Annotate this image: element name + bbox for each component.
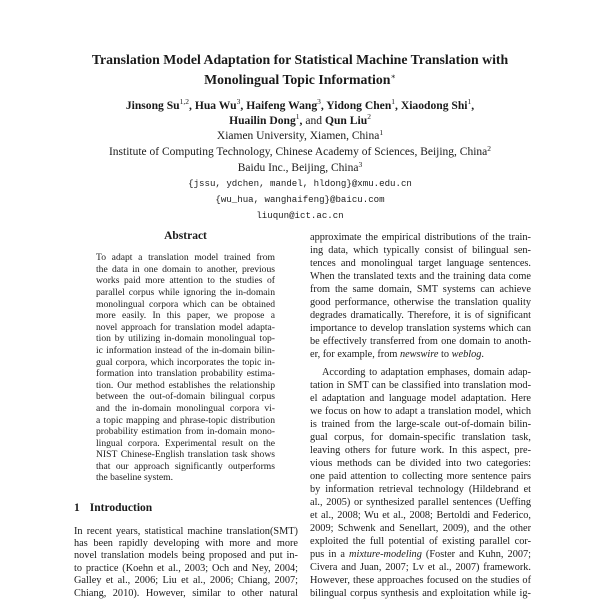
affiliation-marker: 1 xyxy=(295,112,300,121)
email-address: liuqun@ict.ac.cn xyxy=(256,210,344,221)
author-separator: , xyxy=(240,98,244,112)
abstract-line: gual corpora, which incorporates the topic in- xyxy=(96,356,275,368)
body-text-line: from the same domain, SMT systems can achieve xyxy=(310,283,531,295)
text-segment: er, for example, from xyxy=(310,348,400,360)
section-title: Introduction xyxy=(89,502,153,514)
author xyxy=(126,99,192,112)
affiliation-text: Institute of Computing Technology, Chinese Academy of Sciences, Beijing, China xyxy=(108,146,488,158)
affiliation-marker: 1 xyxy=(467,97,472,106)
body-column-right xyxy=(310,231,531,600)
paragraph xyxy=(310,366,531,600)
author xyxy=(401,99,474,112)
title-line: Translation Model Adaptation for Statistical Machine Translation with xyxy=(91,52,509,67)
affiliation-block xyxy=(0,128,600,224)
author xyxy=(246,99,324,112)
abstract-line: a topic mapping and phrase-topic distribution xyxy=(96,414,275,426)
affiliation-marker: 2 xyxy=(367,112,371,121)
abstract-line: lingual corpora. Experimental result on the xyxy=(96,437,275,449)
abstract-line: between the out-of-domain bilingual corpus xyxy=(96,391,275,403)
author-conjunction: and xyxy=(305,113,323,127)
abstract-line: probability estimation from in-domain mono- xyxy=(96,426,275,438)
emphasized-term: newswire xyxy=(399,348,439,360)
paper-title xyxy=(0,50,600,90)
abstract-line: NIST Chinese-English translation task shows xyxy=(96,449,275,461)
body-text-line xyxy=(310,348,531,361)
abstract-line: works paid more attention to the studies of xyxy=(96,275,275,287)
body-text-line: Civera and Juan, 2007; Lv et al., 2007) framework. xyxy=(310,561,531,573)
text-segment: pus in a xyxy=(310,548,350,560)
body-text-line: Chiang, 2010). However, similar to other natural xyxy=(74,587,298,599)
body-text-line: good performance, otherwise the translation quality xyxy=(310,296,531,308)
body-text-line: to practice (Koehn et al., 2003; Och and Ney, 2004; xyxy=(74,562,298,574)
abstract-line: parallel corpus while ignoring the in-domain xyxy=(96,286,275,298)
affiliation-marker: 1,2 xyxy=(179,97,190,106)
author-name: Qun Liu xyxy=(324,113,368,127)
abstract-line: tion. Our method establishes the relationship xyxy=(96,379,275,391)
author-name: Yidong Chen xyxy=(326,98,392,112)
abstract-line: the data in one domain to another, previous xyxy=(96,263,275,275)
body-text-line: be effectively transferred from one domain to anoth- xyxy=(310,335,531,347)
affiliation-marker: 2 xyxy=(487,144,492,153)
author-separator: , xyxy=(395,98,398,112)
body-text-line: bilingual corpus synthesis and exploitation while ig- xyxy=(310,587,531,599)
author-name: Huailin Dong xyxy=(229,113,296,127)
body-text-line: importance to develop translation systems which can xyxy=(310,322,531,334)
body-text-line: el adaptation and language model adaptation. Here xyxy=(310,392,531,404)
body-text-line: al., 2005) or synthesized parallel sentences (Ueffing xyxy=(310,496,531,508)
abstract-line: formation into translation probability estima- xyxy=(96,368,275,380)
abstract-line: ic information instead of the in-domain bilin- xyxy=(96,344,275,356)
title-footnote-marker: ∗ xyxy=(390,72,396,81)
abstract-line: and the in-domain monolingual corpora vi- xyxy=(96,402,275,414)
body-text-line: In recent years, statistical machine translation(SMT) xyxy=(74,525,298,537)
title-text: Monolingual Topic Information xyxy=(204,72,391,87)
body-text-line: by information retrieval technology (Hildebrand et xyxy=(310,483,531,495)
affiliation-marker: 1 xyxy=(391,97,396,106)
body-text-line: degrades dramatically. Therefore, it is of significant xyxy=(310,309,531,321)
author-name: Jinsong Su xyxy=(125,98,180,112)
body-text-line: According to adaptation emphases, domain adap- xyxy=(322,366,531,378)
affiliation-text: Xiamen University, Xiamen, China xyxy=(216,130,380,142)
abstract-line: the baseline system. xyxy=(96,472,173,484)
body-text-line: 2009; Schwenk and Senellart, 2009), and the other xyxy=(310,522,531,534)
affiliation xyxy=(0,128,600,144)
author-name: Hua Wu xyxy=(194,98,237,112)
text-segment: to xyxy=(438,348,452,360)
body-text-line: leaving others for future work. In this aspect, pre- xyxy=(310,444,531,456)
body-text-line: tences and monolingual target language sentences. xyxy=(310,257,531,269)
body-text-line xyxy=(310,548,531,561)
affiliation xyxy=(0,144,600,160)
abstract-body xyxy=(96,252,275,484)
abstract-line: more easily. In this paper, we propose a xyxy=(96,310,275,322)
affiliation-marker: 3 xyxy=(236,97,241,106)
author xyxy=(326,99,398,112)
body-text-line: tation in SMT can be classified into translation mod- xyxy=(310,379,531,391)
author-separator: , xyxy=(320,98,324,112)
affiliation-marker: 3 xyxy=(358,160,363,169)
body-text-line: gual corpus, for domain-specific translation task, xyxy=(310,431,531,443)
author-separator: , xyxy=(471,98,475,112)
body-text-line: exploited the full potential of existing parallel cor- xyxy=(310,535,531,547)
abstract-line: monolingual corpora which can be obtained xyxy=(96,298,275,310)
body-text-line: has been rapidly developing with more and more xyxy=(74,537,298,549)
author xyxy=(195,99,243,112)
emphasized-term: mixture-modeling xyxy=(349,548,422,560)
body-text-line: et al., 2008; Wu et al., 2008; Bertoldi and Federico, xyxy=(310,509,531,521)
author-separator: , xyxy=(189,98,192,112)
body-text-line: ing data, which typically consist of bilingual sen- xyxy=(310,244,531,256)
email-address: {jssu, ydchen, mandel, hldong}@xmu.edu.cn xyxy=(188,178,412,189)
section-heading xyxy=(74,501,152,515)
affiliation-text: Baidu Inc., Beijing, China xyxy=(237,162,359,174)
body-text-line: novel translation models being proposed and put in- xyxy=(74,550,298,562)
body-text-line: we focus on how to adapt a translation model, which xyxy=(310,405,531,417)
emphasized-term: weblog xyxy=(451,348,482,360)
author-line xyxy=(0,98,600,113)
abstract-heading: Abstract xyxy=(164,230,207,242)
body-text-line: one paid attention to collecting more sentence pairs xyxy=(310,470,531,482)
affiliation-marker: 1 xyxy=(379,128,384,137)
text-segment: (Foster and Kuhn, 2007; xyxy=(421,548,531,560)
abstract-line: that our approach significantly outperforms xyxy=(96,460,275,472)
body-text-line: Galley et al., 2006; Liu et al., 2006; Chiang, 2007; xyxy=(74,575,298,587)
author-name: Xiaodong Shi xyxy=(400,98,468,112)
title-line xyxy=(0,70,600,90)
body-text-line: When the translated texts and the training data come xyxy=(310,270,531,282)
body-text-line: approximate the empirical distributions of the train- xyxy=(310,231,531,243)
text-segment: . xyxy=(481,348,484,360)
affiliation-marker: 3 xyxy=(317,97,321,106)
abstract-line: tion by utilizing in-domain monolingual top- xyxy=(96,333,275,345)
author-line xyxy=(0,113,600,128)
email-address: {wu_hua, wanghaifeng}@baicu.com xyxy=(215,194,385,205)
abstract-line: novel approach for translation model adapta- xyxy=(96,321,275,333)
section-number: 1 xyxy=(74,502,80,514)
paragraph xyxy=(310,231,531,361)
author xyxy=(325,114,371,127)
body-text-line: is trained from the large-scale out-of-domain bilin- xyxy=(310,418,531,430)
body-column-left xyxy=(74,526,298,600)
body-text-line: vious methods can be divided into two categories: xyxy=(310,457,531,469)
author-name: Haifeng Wang xyxy=(246,98,318,112)
body-text-line: However, these approaches focused on the studies of xyxy=(310,574,531,586)
abstract-line: To adapt a translation model trained from xyxy=(96,252,275,264)
affiliation xyxy=(0,160,600,176)
author-separator: , xyxy=(299,113,303,127)
author-list xyxy=(0,98,600,128)
author xyxy=(229,114,302,127)
